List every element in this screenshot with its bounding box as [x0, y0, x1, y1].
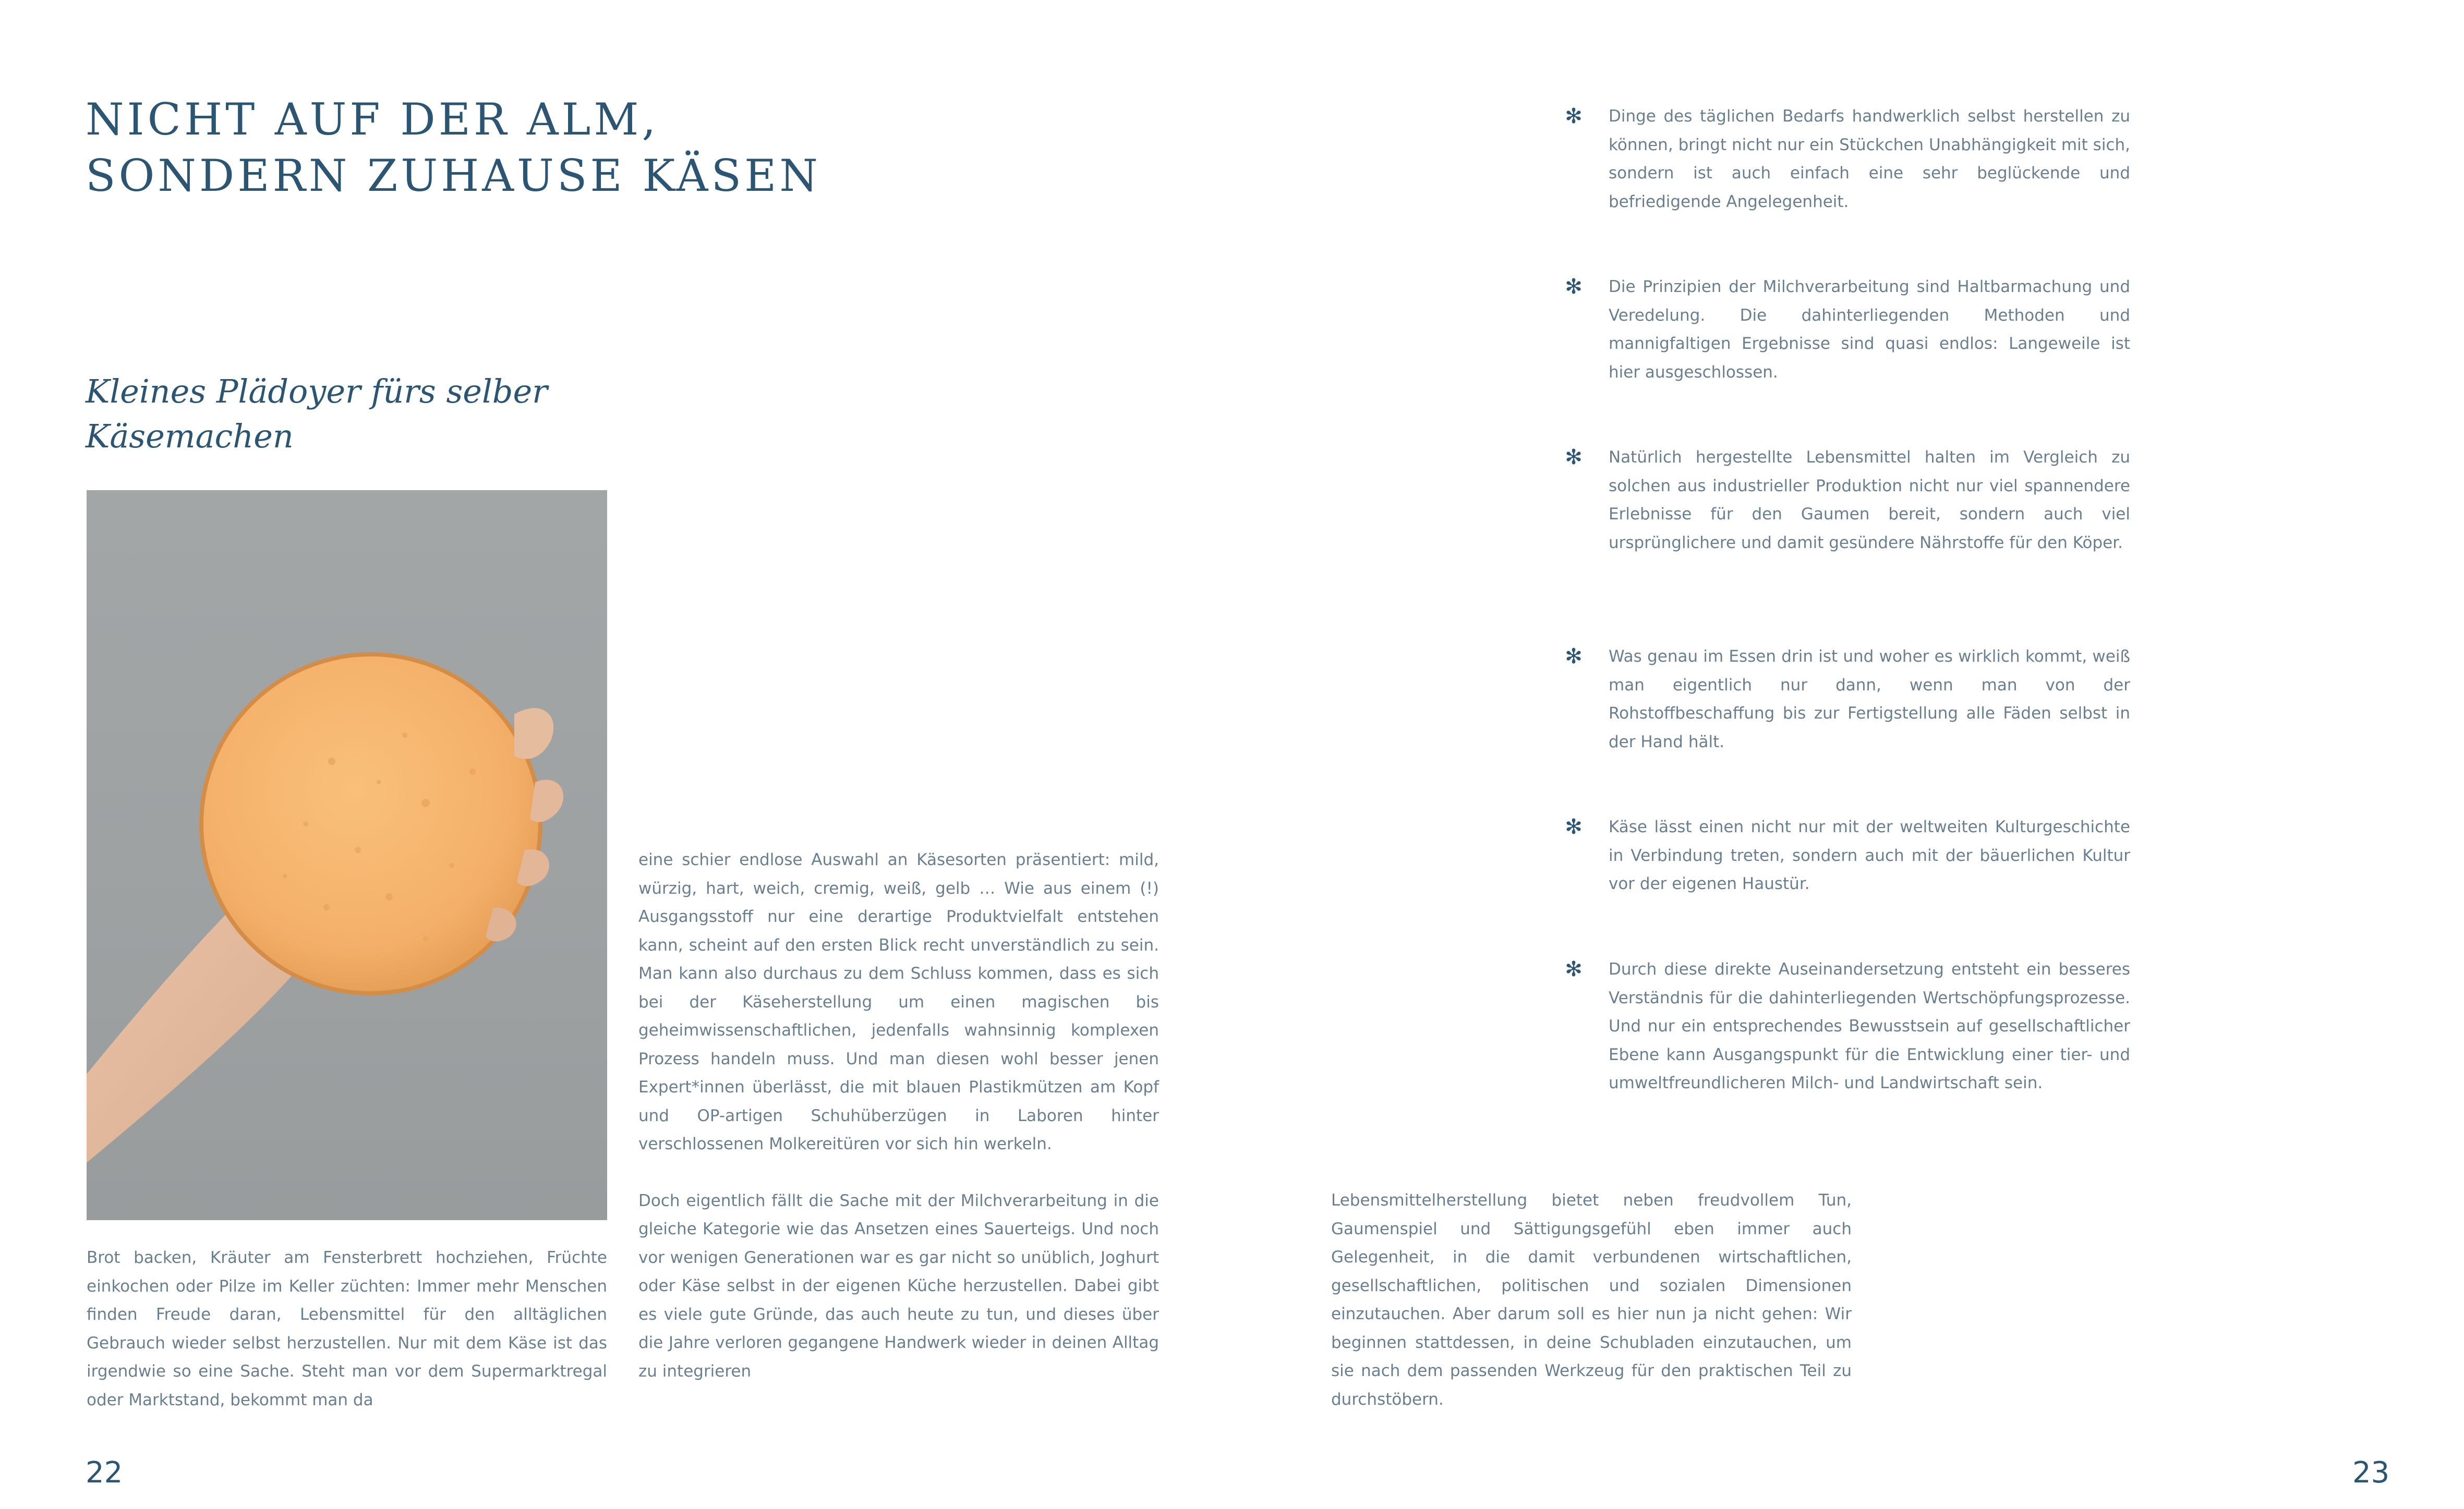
cheese-in-hand-illustration [87, 490, 607, 1220]
bullet-text: Die Prinzipien der Milchverarbeitung sind Haltbarmachung und Veredelung. Die dahinterliegenden Methoden und mannigfaltigen Ergebnisse sind quasi endlos: Langeweile ist hier ausgeschlossen. [1609, 277, 2130, 382]
cheese-wheel [201, 654, 540, 993]
asterisk-icon: ✻ [1565, 445, 1583, 469]
title-line-1: NICHT AUF DER ALM, [86, 94, 659, 145]
column-2-paragraph-1: eine schier endlose Auswahl an Käsesorten präsentiert: mild, würzig, hart, weich, cremig, weiß, gelb … Wie aus einem (!) Ausgangsstoff nur eine derartige Produktvielfalt entstehen kann, scheint auf den ersten Blick recht unverständlich zu sein. Man kann also durchaus zu dem Schluss kommen, dass es sich bei der Käseherstellung um einen magischen bis geheimwissenschaftlichen, jedenfalls wahnsinnig komplexen Prozess handeln muss. Und man diesen wohl besser jenen Expert*innen überlässt, die mit blauen Plastikmützen am Kopf und OP-artigen Schuhüberzügen in Laboren hinter verschlossenen Molkereitüren vor sich hin werkeln. [638, 850, 1159, 1153]
asterisk-icon: ✻ [1565, 275, 1583, 299]
asterisk-icon: ✻ [1565, 957, 1583, 981]
asterisk-icon: ✻ [1565, 644, 1583, 668]
bullet-text: Was genau im Essen drin ist und woher es wirklich kommt, weiß man eigentlich nur dann, wenn man von der Rohstoffbeschaffung bis zur Fertigstellung alle Fäden selbst in der Hand hält. [1609, 647, 2130, 751]
title-line-2: SONDERN ZUHAUSE KÄSEN [86, 150, 821, 201]
bullet-text: Käse lässt einen nicht nur mit der weltweiten Kulturgeschichte in Verbindung treten, sondern auch mit der bäuerlichen Kultur vor der eigenen Haustür. [1609, 818, 2130, 893]
column-3-text: Lebensmittelherstellung bietet neben freudvollem Tun, Gaumenspiel und Sättigungsgefühl eben immer auch Gelegenheit, in die damit verbundenen wirtschaftlichen, gesellschaftlichen, politischen und sozialen Dimensionen einzutauchen. Aber darum soll es hier nun ja nicht gehen: Wir beginnen stattdessen, in deine Schubladen einzutauchen, um sie nach dem passenden Werkzeug für den praktischen Teil zu durchstöbern. [1331, 1191, 1852, 1409]
subtitle: Kleines Plädoyer fürs selber Käsemachen [86, 372, 548, 455]
finger-2 [530, 780, 563, 822]
column-1-text: Brot backen, Kräuter am Fensterbrett hochziehen, Früchte einkochen oder Pilze im Keller züchten: Immer mehr Menschen finden Freude daran, Lebensmittel für den alltäglichen Gebrauch wieder selbst herzustellen. Nur mit dem Käse ist das irgendwie so eine Sache. Steht man vor dem Supermarktregal oder Marktstand, bekommt man da [87, 1248, 607, 1409]
bullet-text: Durch diese direkte Auseinandersetzung entsteht ein besseres Verständnis für die dahinterliegenden Wertschöpfungsprozesse. Und nur ein entsprechendes Bewusstsein auf gesellschaftlicher Ebene kann Ausgangspunkt für die Entwicklung einer tier- und umweltfreundlicheren Milch- und Landwirtschaft sein. [1609, 960, 2130, 1092]
bullet-text: Natürlich hergestellte Lebensmittel halten im Vergleich zu solchen aus industrieller Produktion nicht nur viel spannendere Erlebnisse für den Gaumen bereit, sondern auch viel ursprünglichere und damit gesündere Nährstoffe für den Köper. [1609, 448, 2130, 552]
asterisk-icon: ✻ [1565, 104, 1583, 128]
page-number-left: 22 [86, 1456, 123, 1490]
column-2-paragraph-2: Doch eigentlich fällt die Sache mit der Milchverarbeitung in die gleiche Kategorie wie das Ansetzen eines Sauerteigs. Und noch vor wenigen Generationen war es gar nicht so unüblich, Joghurt oder Käse selbst in der eigenen Küche herzustellen. Dabei gibt es viele gute Gründe, das auch heute zu tun, und dieses über die Jahre verloren gegangene Handwerk wieder in deinen Alltag zu integrieren [638, 1191, 1159, 1381]
page-title [86, 91, 821, 204]
column-2 [638, 846, 1159, 1385]
page-number-right: 23 [2352, 1456, 2390, 1490]
finger-1 [514, 708, 553, 759]
cheese-photo [87, 490, 607, 1220]
bullet-text: Dinge des täglichen Bedarfs handwerklich selbst herstellen zu können, bringt nicht nur ein Stückchen Unabhängigkeit mit sich, sondern ist auch einfach eine sehr beglückende und befriedigende Angelegenheit. [1609, 107, 2130, 211]
asterisk-icon: ✻ [1565, 815, 1583, 839]
